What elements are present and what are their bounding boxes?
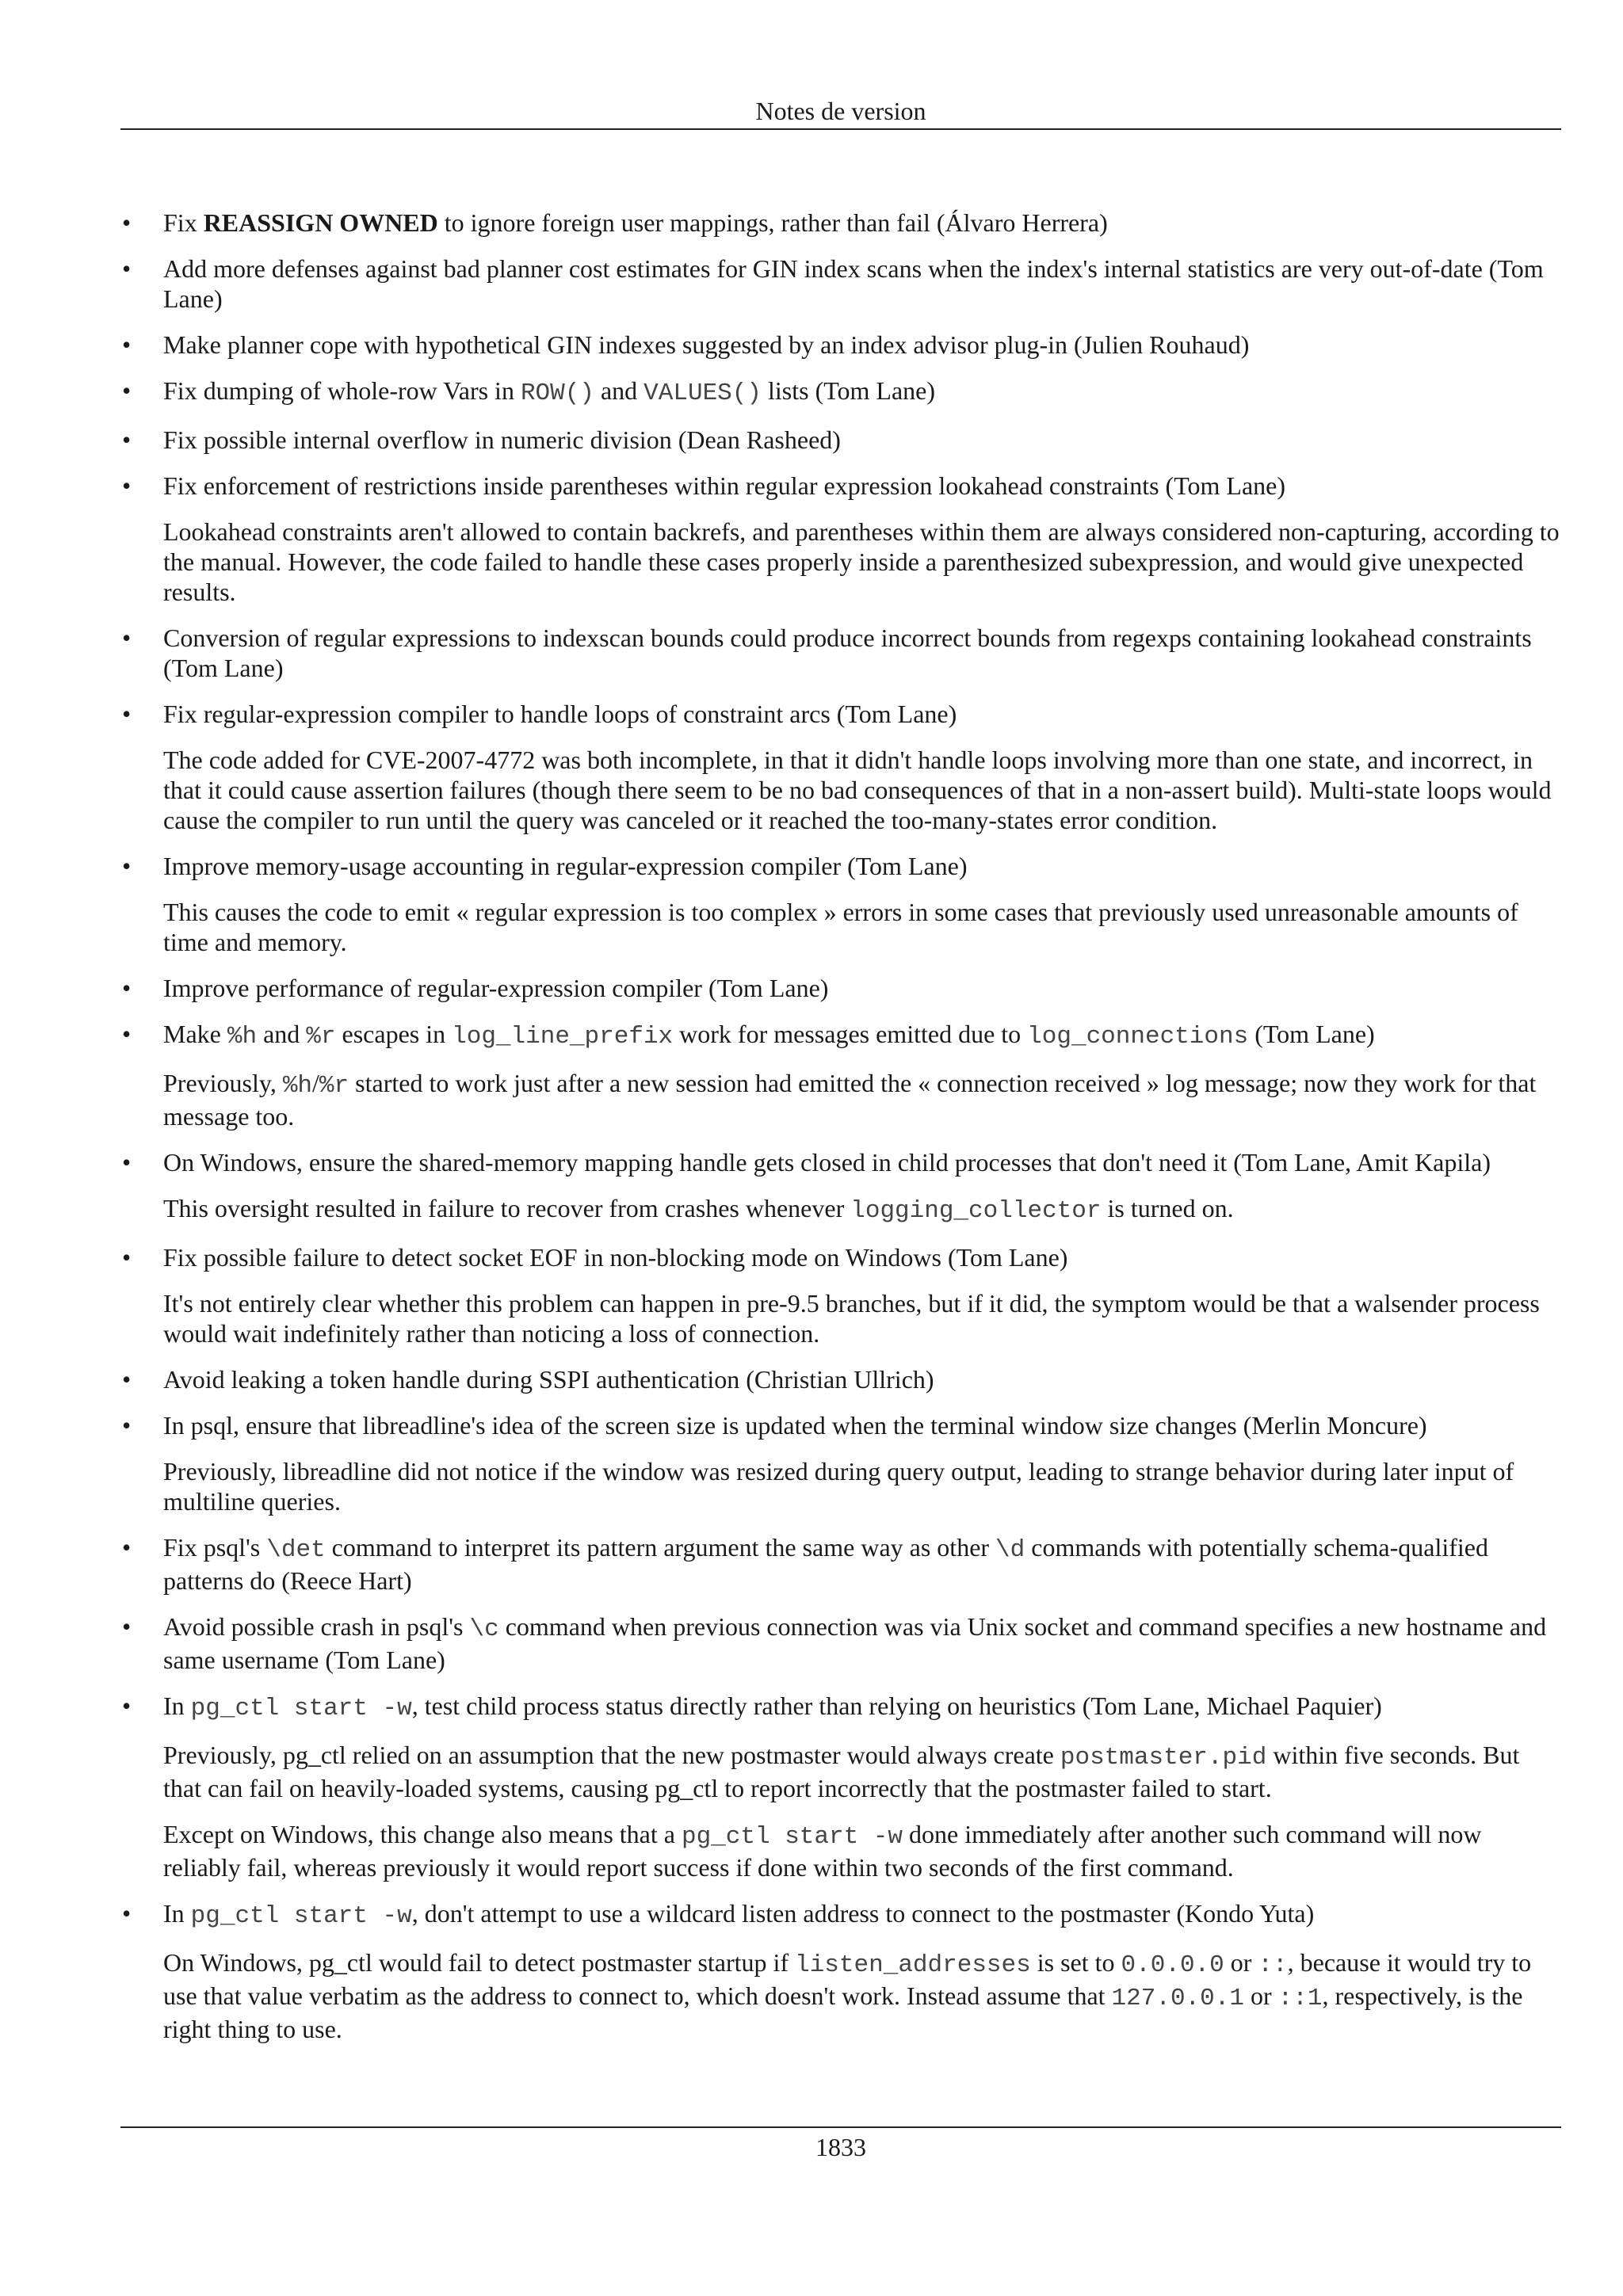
- text-run: This oversight resulted in failure to recover from crashes whenever: [163, 1194, 851, 1222]
- bullet-icon: •: [122, 471, 132, 500]
- release-note-item: [120, 1364, 1561, 1394]
- bullet-icon: •: [122, 1691, 132, 1720]
- text-run: within five seconds. But that can fail on heavily-loaded systems, causing pg_ctl to report incorrectly that the postmaster failed to start.: [163, 1741, 1520, 1802]
- release-note-item: [120, 425, 1561, 455]
- release-note-item: [120, 471, 1561, 607]
- bullet-icon: •: [122, 852, 132, 880]
- code-literal: pg_ctl start -w: [190, 1695, 412, 1722]
- text-run: /: [312, 1069, 319, 1097]
- text-run: , respectively, is the right thing to use.: [163, 1981, 1523, 2043]
- text-run: Fix dumping of whole-row Vars in: [163, 376, 521, 405]
- release-note-summary: [163, 1364, 1561, 1394]
- release-note-item: [120, 330, 1561, 360]
- text-run: is set to: [1030, 1948, 1121, 1977]
- text-run: Fix: [163, 208, 204, 237]
- code-literal: pg_ctl start -w: [190, 1902, 412, 1930]
- bullet-icon: •: [122, 254, 132, 283]
- code-literal: %h: [282, 1072, 313, 1100]
- code-literal: ::1: [1277, 1985, 1323, 2012]
- release-note-summary: [163, 471, 1561, 501]
- header-rule: [120, 128, 1561, 130]
- text-run: to ignore foreign user mappings, rather than fail (Álvaro Herrera): [437, 208, 1108, 237]
- bullet-icon: •: [122, 1612, 132, 1641]
- text-run: is turned on.: [1101, 1194, 1234, 1222]
- text-run: Fix possible internal overflow in numeric division (Dean Rasheed): [163, 425, 841, 454]
- release-note-summary: [163, 376, 1561, 409]
- text-run: Add more defenses against bad planner cost estimates for GIN index scans when the index's internal statistics are very out-of-date (Tom Lane): [163, 254, 1544, 313]
- text-run: and: [594, 376, 644, 405]
- text-run: On Windows, pg_ctl would fail to detect postmaster startup if: [163, 1948, 796, 1977]
- text-run: Conversion of regular expressions to indexscan bounds could produce incorrect bounds from regexps containing lookahead constraints (Tom Lane): [163, 624, 1532, 682]
- code-literal: postmaster.pid: [1060, 1744, 1267, 1772]
- bullet-icon: •: [122, 208, 132, 237]
- text-run: Previously, libreadline did not notice if the window was resized during query output, leading to strange behavior during later input of multiline queries.: [163, 1457, 1514, 1516]
- release-note-item: [120, 1611, 1561, 1675]
- release-note-detail: [163, 897, 1561, 957]
- text-run: Previously,: [163, 1069, 283, 1097]
- text-run: (Tom Lane): [1248, 1020, 1375, 1048]
- release-note-summary: [163, 1147, 1561, 1177]
- release-notes-content: [120, 208, 1561, 2060]
- release-note-summary: [163, 254, 1561, 314]
- code-literal: ROW(): [520, 379, 594, 407]
- text-run: Fix psql's: [163, 1533, 267, 1562]
- release-note-summary: [163, 699, 1561, 729]
- code-literal: \d: [995, 1536, 1025, 1564]
- bullet-icon: •: [122, 1899, 132, 1928]
- code-literal: 0.0.0.0: [1121, 1951, 1224, 1979]
- text-run: This causes the code to emit « regular expression is too complex » errors in some cases that previously used unreasonable amounts of time and memory.: [163, 898, 1518, 956]
- bullet-icon: •: [122, 1243, 132, 1272]
- text-run: or: [1243, 1981, 1278, 2010]
- release-note-detail: [163, 1288, 1561, 1348]
- code-literal: \det: [266, 1536, 326, 1564]
- release-note-summary: [163, 1898, 1561, 1932]
- release-note-summary: [163, 623, 1561, 683]
- bullet-icon: •: [122, 624, 132, 652]
- text-run: command to interpret its pattern argument the same way as other: [325, 1533, 996, 1562]
- text-run: started to work just after a new session had emitted the « connection received » log message; now they work for that message too.: [163, 1069, 1537, 1131]
- bold-term: REASSIGN OWNED: [203, 208, 438, 237]
- code-literal: logging_collector: [850, 1197, 1102, 1225]
- bullet-icon: •: [122, 1365, 132, 1394]
- text-run: Fix enforcement of restrictions inside parentheses within regular expression lookahead constraints (Tom Lane): [163, 471, 1285, 500]
- release-note-summary: [163, 425, 1561, 455]
- code-literal: listen_addresses: [795, 1951, 1031, 1979]
- code-literal: ::: [1258, 1951, 1288, 1979]
- release-note-item: [120, 851, 1561, 957]
- page-number: 1833: [815, 2133, 866, 2161]
- text-run: Except on Windows, this change also means that a: [163, 1820, 682, 1848]
- release-note-item: [120, 1147, 1561, 1226]
- text-run: lists (Tom Lane): [761, 376, 936, 405]
- text-run: commands with potentially schema-qualified patterns do (Reece Hart): [163, 1533, 1488, 1595]
- release-note-detail: [163, 1947, 1561, 2044]
- text-run: Fix possible failure to detect socket EOF in non-blocking mode on Windows (Tom Lane): [163, 1243, 1068, 1272]
- release-note-detail: [163, 517, 1561, 607]
- release-note-summary: [163, 208, 1561, 238]
- text-run: Make planner cope with hypothetical GIN indexes suggested by an index advisor plug-in (Julien Rouhaud): [163, 330, 1250, 359]
- release-note-detail: [163, 1068, 1561, 1131]
- bullet-icon: •: [122, 1020, 132, 1048]
- code-literal: %h: [227, 1023, 258, 1051]
- release-note-item: [120, 1691, 1561, 1882]
- release-note-summary: [163, 1611, 1561, 1675]
- text-run: Make: [163, 1020, 227, 1048]
- text-run: escapes in: [335, 1020, 453, 1048]
- code-literal: \c: [469, 1615, 499, 1643]
- release-note-detail: [163, 745, 1561, 835]
- text-run: , test child process status directly rather than relying on heuristics (Tom Lane, Michael Paquier): [411, 1691, 1382, 1720]
- text-run: , because it would try to use that value verbatim as the address to connect to, which doesn't work. Instead assume that: [163, 1948, 1532, 2010]
- text-run: It's not entirely clear whether this problem can happen in pre-9.5 branches, but if it did, the symptom would be that a walsender process would wait indefinitely rather than noticing a loss of connection.: [163, 1289, 1540, 1348]
- release-note-summary: [163, 1532, 1561, 1596]
- text-run: command when previous connection was via Unix socket and command specifies a new hostname and same username (Tom Lane): [163, 1612, 1547, 1674]
- bullet-icon: •: [122, 700, 132, 728]
- text-run: The code added for CVE-2007-4772 was both incomplete, in that it didn't handle loops involving more than one state, and incorrect, in that it could cause assertion failures (though there seem to be no bad consequences of that in a non-assert build). Multi-state loops would cause the compiler to run until the query was canceled or it reached the too-many-states error condition.: [163, 746, 1552, 834]
- bullet-icon: •: [122, 425, 132, 454]
- release-notes-list: [120, 208, 1561, 2044]
- release-note-summary: [163, 1410, 1561, 1440]
- text-run: Fix regular-expression compiler to handle loops of constraint arcs (Tom Lane): [163, 700, 957, 728]
- release-note-detail: [163, 1819, 1561, 1882]
- release-note-summary: [163, 1019, 1561, 1052]
- text-run: and: [257, 1020, 307, 1048]
- release-note-item: [120, 1019, 1561, 1131]
- code-literal: %r: [319, 1072, 349, 1100]
- release-note-summary: [163, 330, 1561, 360]
- bullet-icon: •: [122, 1533, 132, 1562]
- text-run: Lookahead constraints aren't allowed to contain backrefs, and parentheses within them are always considered non-capturing, according to the manual. However, the code failed to handle these cases properly inside a parenthesized subexpression, and would give unexpected results.: [163, 517, 1560, 606]
- code-literal: 127.0.0.1: [1111, 1985, 1244, 2012]
- text-run: Improve performance of regular-expression compiler (Tom Lane): [163, 974, 829, 1002]
- text-run: or: [1224, 1948, 1258, 1977]
- release-note-item: [120, 1242, 1561, 1348]
- text-run: Avoid possible crash in psql's: [163, 1612, 470, 1641]
- bullet-icon: •: [122, 376, 132, 405]
- bullet-icon: •: [122, 330, 132, 359]
- release-note-item: [120, 1898, 1561, 2044]
- release-note-item: [120, 254, 1561, 314]
- text-run: Avoid leaking a token handle during SSPI authentication (Christian Ullrich): [163, 1365, 934, 1394]
- text-run: In: [163, 1899, 191, 1928]
- release-note-item: [120, 208, 1561, 238]
- code-literal: log_connections: [1027, 1023, 1249, 1051]
- text-run: , don't attempt to use a wildcard listen address to connect to the postmaster (Kondo Yuta): [411, 1899, 1315, 1928]
- release-note-summary: [163, 1242, 1561, 1272]
- text-run: Improve memory-usage accounting in regular-expression compiler (Tom Lane): [163, 852, 968, 880]
- bullet-icon: •: [122, 1411, 132, 1440]
- release-note-summary: [163, 973, 1561, 1003]
- release-note-summary: [163, 851, 1561, 881]
- text-run: done immediately after another such command will now reliably fail, whereas previously it would report success if done within two seconds of the first command.: [163, 1820, 1482, 1882]
- release-note-item: [120, 973, 1561, 1003]
- release-note-summary: [163, 1691, 1561, 1724]
- release-note-item: [120, 623, 1561, 683]
- release-note-item: [120, 1410, 1561, 1516]
- text-run: In psql, ensure that libreadline's idea of the screen size is updated when the terminal window size changes (Merlin Moncure): [163, 1411, 1427, 1440]
- release-note-item: [120, 699, 1561, 835]
- release-note-item: [120, 376, 1561, 409]
- page-header: Notes de version: [755, 97, 926, 125]
- release-note-detail: [163, 1456, 1561, 1516]
- code-literal: VALUES(): [643, 379, 762, 407]
- bullet-icon: •: [122, 1148, 132, 1177]
- text-run: On Windows, ensure the shared-memory mapping handle gets closed in child processes that don't need it (Tom Lane, Amit Kapila): [163, 1148, 1491, 1177]
- code-literal: log_line_prefix: [452, 1023, 674, 1051]
- bullet-icon: •: [122, 974, 132, 1002]
- code-literal: %r: [306, 1023, 336, 1051]
- release-note-detail: [163, 1193, 1561, 1226]
- text-run: work for messages emitted due to: [673, 1020, 1028, 1048]
- release-note-item: [120, 1532, 1561, 1596]
- code-literal: pg_ctl start -w: [681, 1823, 903, 1851]
- release-note-detail: [163, 1740, 1561, 1803]
- text-run: Previously, pg_ctl relied on an assumption that the new postmaster would always create: [163, 1741, 1060, 1769]
- text-run: In: [163, 1691, 191, 1720]
